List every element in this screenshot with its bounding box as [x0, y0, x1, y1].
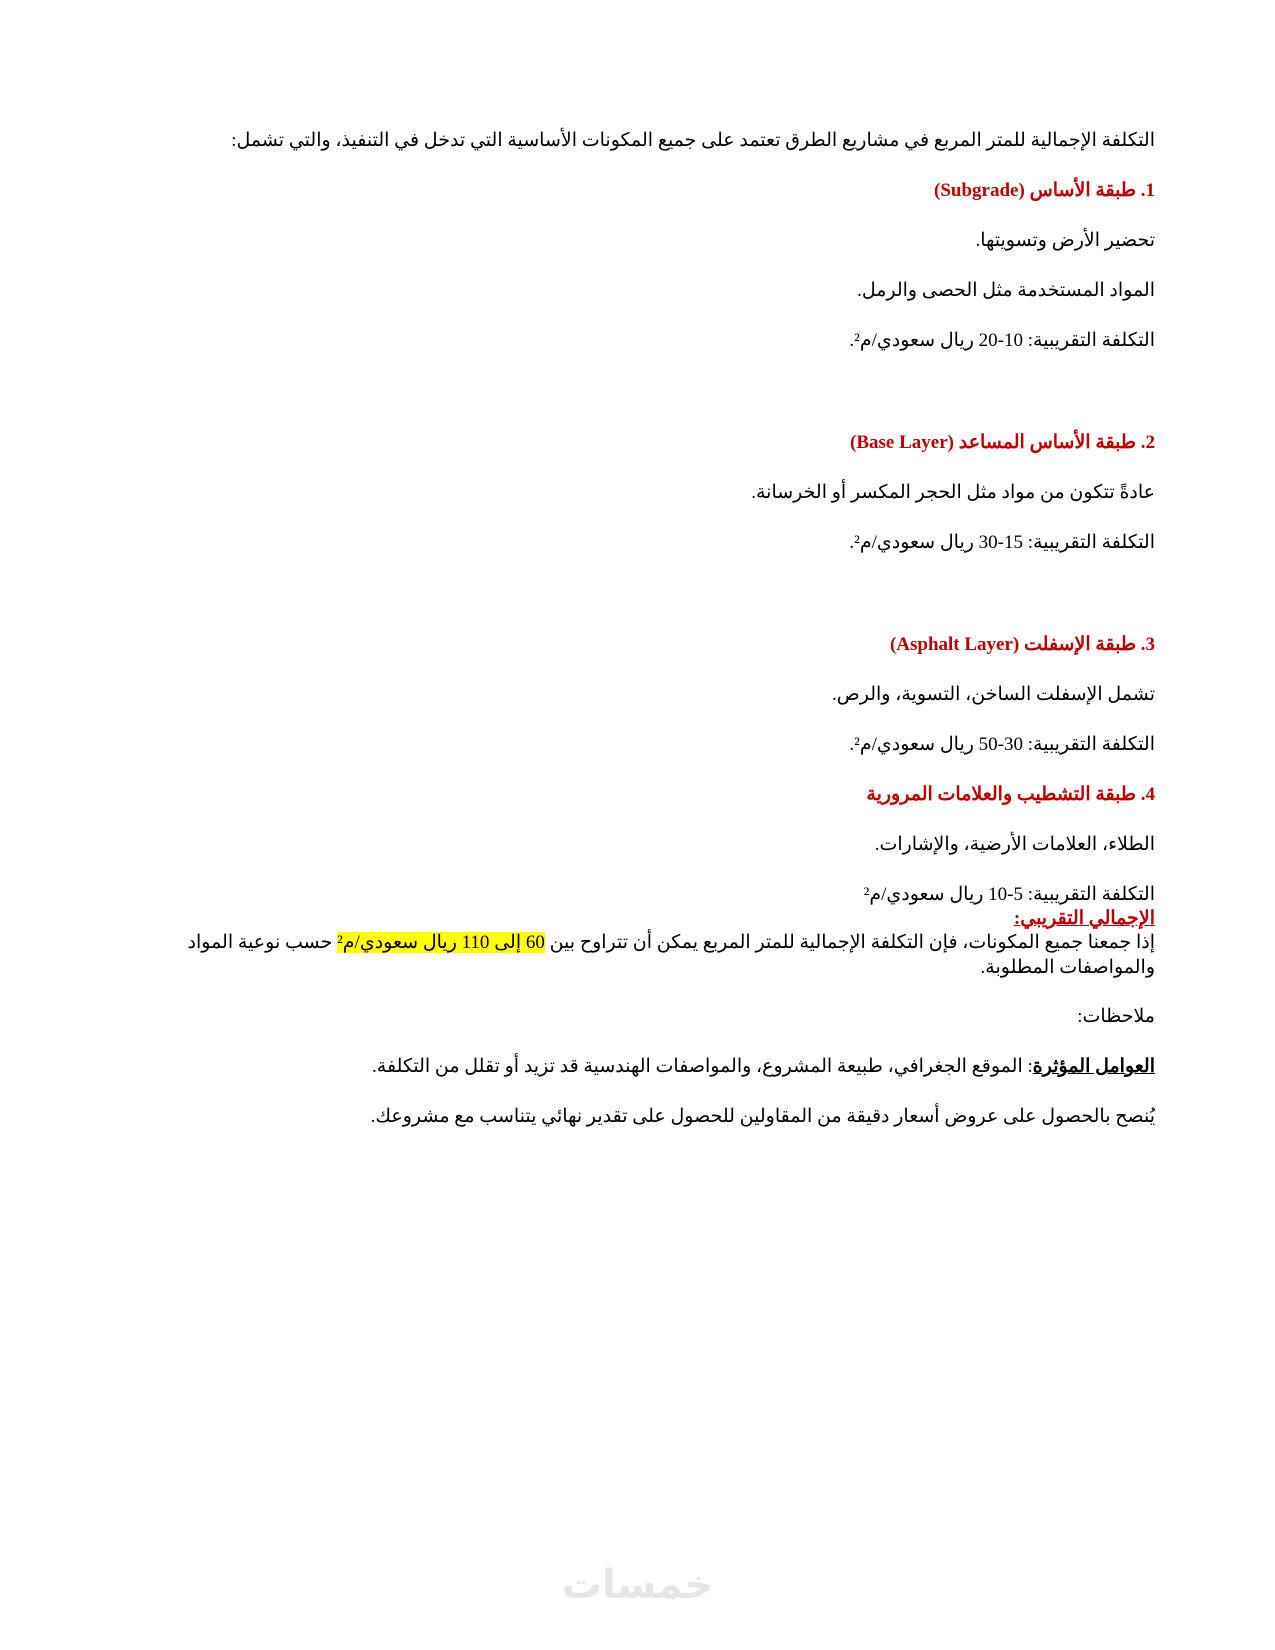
section-3-line-1: تشمل الإسفلت الساخن، التسوية، والرص. [832, 684, 1155, 705]
summary-label: الإجمالي التقريبي: [1013, 908, 1155, 929]
summary-text-before: إذا جمعنا جميع المكونات، فإن التكلفة الإجمالية للمتر المربع يمكن أن تتراوح بين [544, 932, 1155, 953]
notes-advice: يُنصح بالحصول على عروض أسعار دقيقة من المقاولين للحصول على تقدير نهائي يتناسب مع مشروعك. [370, 1106, 1155, 1127]
document-page [140, 128, 1155, 1154]
section-3-heading: 3. طبقة الإسفلت (Asphalt Layer) [889, 634, 1155, 655]
section-4-cost: التكلفة التقريبية: 5-10 ريال سعودي/م² [863, 884, 1155, 905]
section-2-line-1: عادةً تتكون من مواد مثل الحجر المكسر أو الخرسانة. [751, 482, 1155, 503]
section-1-line-1: تحضير الأرض وتسويتها. [975, 230, 1155, 251]
section-1-cost: التكلفة التقريبية: 10-20 ريال سعودي/م². [849, 330, 1155, 351]
section-1-heading: 1. طبقة الأساس (Subgrade) [934, 180, 1155, 201]
intro-paragraph: التكلفة الإجمالية للمتر المربع في مشاريع الطرق تعتمد على جميع المكونات الأساسية التي تدخل في التنفيذ، والتي تشمل: [231, 130, 1155, 151]
section-4-line-1: الطلاء، العلامات الأرضية، والإشارات. [874, 834, 1155, 855]
section-3-cost: التكلفة التقريبية: 30-50 ريال سعودي/م². [849, 734, 1155, 755]
section-2-heading: 2. طبقة الأساس المساعد (Base Layer) [850, 432, 1155, 453]
factors-label: العوامل المؤثرة [1032, 1056, 1155, 1077]
summary-highlight: 60 إلى 110 ريال سعودي/م² [337, 932, 545, 953]
summary-text-after: حسب نوعية المواد والمواصفات المطلوبة. [187, 932, 1155, 978]
notes-factors [140, 1054, 1155, 1080]
section-4-heading: 4. طبقة التشطيب والعلامات المرورية [866, 784, 1155, 805]
section-2-cost: التكلفة التقريبية: 15-30 ريال سعودي/م². [849, 532, 1155, 553]
section-1-line-2: المواد المستخدمة مثل الحصى والرمل. [857, 280, 1155, 301]
summary-paragraph [140, 930, 1155, 980]
summary-block [140, 908, 1155, 930]
factors-text: : الموقع الجغرافي، طبيعة المشروع، والمواصفات الهندسية قد تزيد أو تقلل من التكلفة. [372, 1056, 1033, 1077]
watermark-logo: خمسات [561, 1562, 714, 1608]
notes-label: ملاحظات: [1077, 1006, 1155, 1027]
